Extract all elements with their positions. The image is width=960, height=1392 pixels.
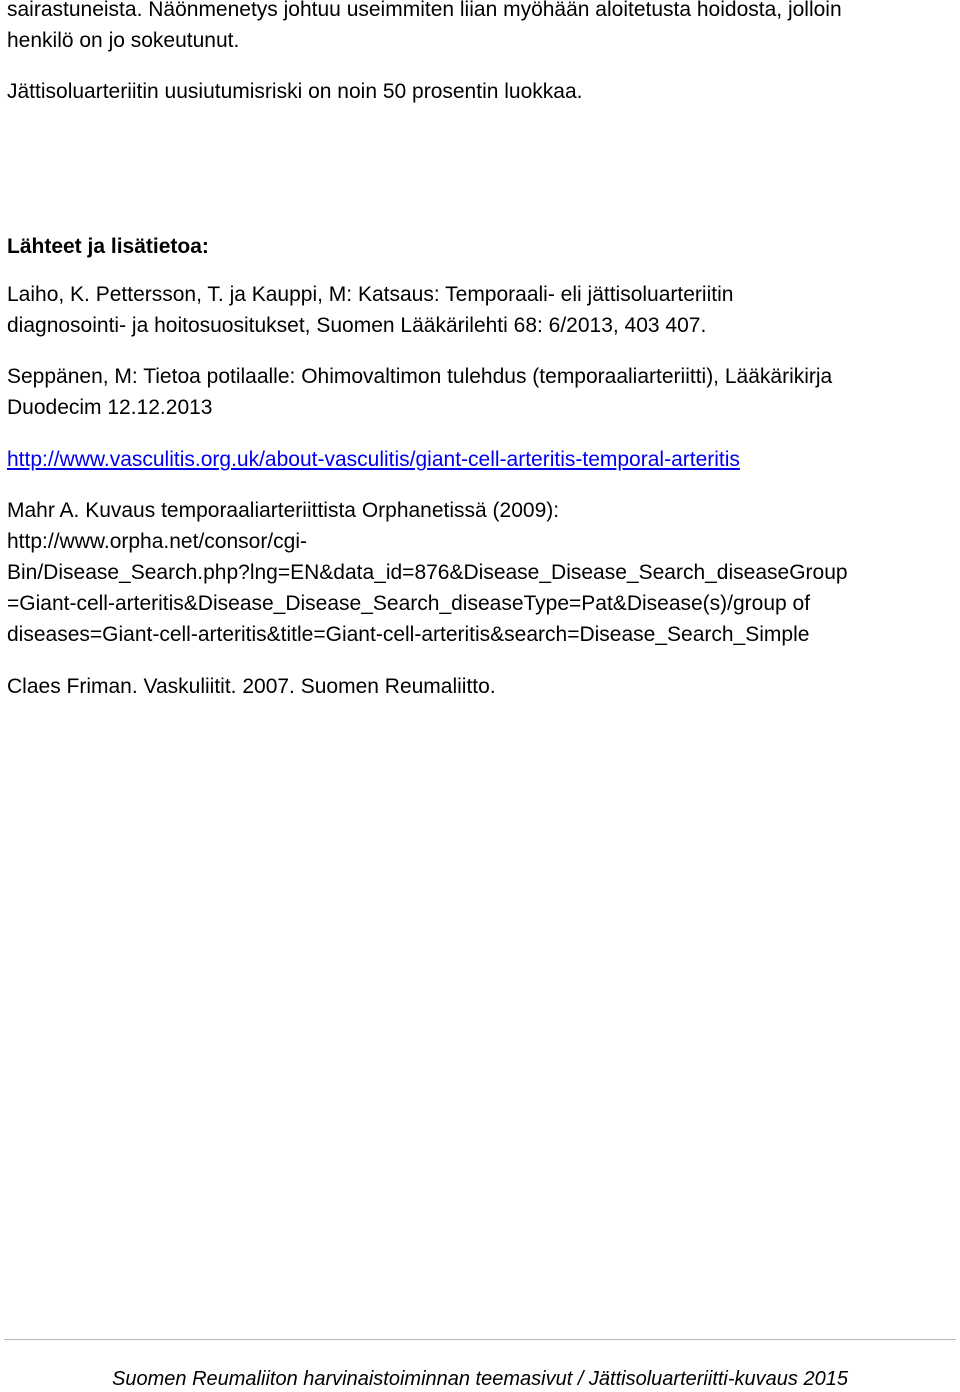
sources-heading-text: Lähteet ja lisätietoa: (7, 235, 209, 258)
reference-line: Bin/Disease_Search.php?lng=EN&data_id=876&Disease_Disease_Search_diseaseGroup (7, 561, 848, 584)
reference-line: Seppänen, M: Tietoa potilaalle: Ohimovaltimon tulehdus (temporaaliarteriitti), Lääkärikirja (7, 365, 833, 388)
footer-divider (4, 1339, 956, 1340)
vasculitis-link[interactable]: http://www.vasculitis.org.uk/about-vasculitis/giant-cell-arteritis-temporal-arteritis (7, 448, 740, 471)
sources-heading (7, 231, 955, 262)
page-footer: Suomen Reumaliiton harvinaistoiminnan teemasivut / Jättisoluarteriitti-kuvaus 2015 (112, 1368, 848, 1390)
recurrence-text: Jättisoluarteriitin uusiutumisriski on noin 50 prosentin luokkaa. (7, 80, 583, 103)
reference-line: Claes Friman. Vaskuliitit. 2007. Suomen Reumaliitto. (7, 675, 496, 698)
reference-laiho (7, 279, 955, 341)
reference-vasculitis (7, 444, 955, 475)
reference-line: Duodecim 12.12.2013 (7, 396, 213, 419)
intro-paragraph (7, 0, 955, 56)
reference-line: diseases=Giant-cell-arteritis&title=Giant-cell-arteritis&search=Disease_Search_Simple (7, 623, 810, 646)
intro-line: sairastuneista. Näönmenetys johtuu useimmiten liian myöhään aloitetusta hoidosta, jolloin (7, 0, 842, 21)
intro-line: henkilö on jo sokeutunut. (7, 29, 240, 52)
reference-friman (7, 671, 955, 702)
reference-line: diagnosointi- ja hoitosuositukset, Suomen Lääkärilehti 68: 6/2013, 403 407. (7, 314, 707, 337)
recurrence-paragraph (7, 76, 955, 107)
reference-line: Mahr A. Kuvaus temporaaliarteriittista Orphanetissä (2009): (7, 499, 560, 522)
reference-line: Laiho, K. Pettersson, T. ja Kauppi, M: Katsaus: Temporaali- eli jättisoluarteriitin (7, 283, 734, 306)
reference-line: http://www.orpha.net/consor/cgi- (7, 530, 307, 553)
reference-mahr (7, 495, 955, 650)
reference-seppanen (7, 361, 955, 423)
reference-line: =Giant-cell-arteritis&Disease_Disease_Search_diseaseType=Pat&Disease(s)/group of (7, 592, 811, 615)
